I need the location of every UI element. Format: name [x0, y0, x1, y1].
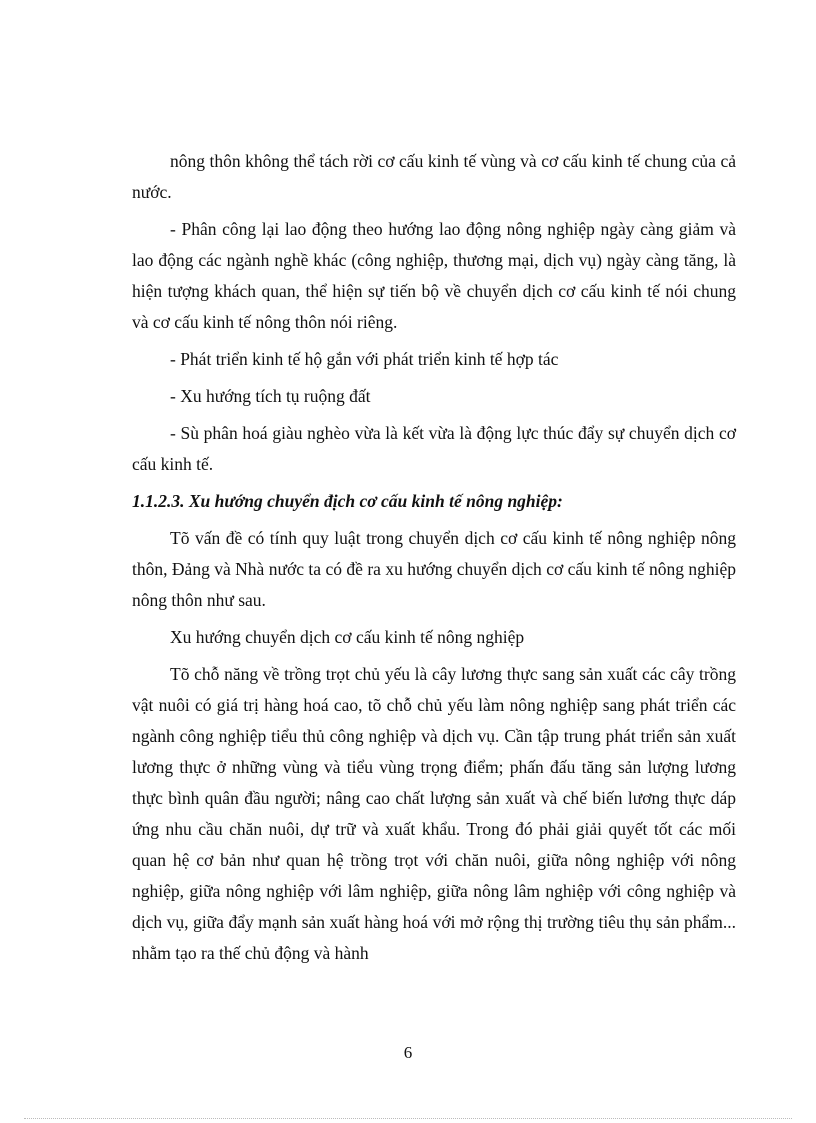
paragraph-wealth-differentiation: - Sù phân hoá giàu nghèo vừa là kết vừa là động lực thúc đẩy sự chuyển dịch cơ cấu kinh tế. — [132, 423, 736, 474]
paragraph-subheading: Xu hướng chuyển dịch cơ cấu kinh tế nông nghiệp — [170, 627, 525, 647]
paragraph-household-economy: - Phát triển kinh tế hộ gắn với phát triển kinh tế hợp tác — [170, 349, 559, 369]
section-heading: 1.1.2.3. Xu hướng chuyển địch cơ cấu kinh tế nông nghiệp: — [132, 491, 563, 511]
page-bottom-divider — [24, 1118, 792, 1119]
paragraph-trend-details: Tõ chỗ năng về trồng trọt chủ yếu là cây lương thực sang sản xuất các cây trồng vật nuôi có giá trị hàng hoá cao, tõ chỗ chủ yếu làm nông nghiệp sang phát triển các ngành công nghiệp tiểu thủ công nghiệp và dịch vụ. Cần tập trung phát triển sản xuất lương thực ở những vùng và tiểu vùng trọng điểm; phấn đấu tăng sản lượng lương thực bình quân đầu người; nâng cao chất lượng sản xuất và chế biến lương thực dáp ứng nhu cầu chăn nuôi, dự trữ và xuất khẩu. Trong đó phải giải quyết tốt các mối quan hệ cơ bản như quan hệ trồng trọt với chăn nuôi, giữa nông nghiệp với nông nghiệp, giữa nông nghiệp với lâm nghiệp, giữa nông lâm nghiệp với công nghiệp và dịch vụ, giữa đẩy mạnh sản xuất hàng hoá với mở rộng thị trường tiêu thụ sản phẩm... nhằm tạo ra thế chủ động và hành — [132, 664, 736, 963]
paragraph-intro-trends: Tõ vấn đề có tính quy luật trong chuyển dịch cơ cấu kinh tế nông nghiệp nông thôn, Đảng và Nhà nước ta có đề ra xu hướng chuyển dịch cơ cấu kinh tế nông nghiệp nông thôn như sau. — [132, 528, 736, 610]
document-body — [132, 146, 736, 975]
page-number: 6 — [403, 1043, 413, 1062]
paragraph-land-accumulation: - Xu hướng tích tụ ruộng đất — [170, 386, 371, 406]
paragraph-labor-reallocation: - Phân công lại lao động theo hướng lao động nông nghiệp ngày càng giảm và lao động các ngành nghề khác (công nghiệp, thương mại, dịch vụ) ngày càng tăng, là hiện tượng khách quan, thể hiện sự tiến bộ về chuyển dịch cơ cấu kinh tế nói chung và cơ cấu kinh tế nông thôn nói riêng. — [132, 219, 736, 332]
paragraph-continuation: nông thôn không thể tách rời cơ cấu kinh tế vùng và cơ cấu kinh tế chung của cả nước. — [132, 151, 736, 202]
